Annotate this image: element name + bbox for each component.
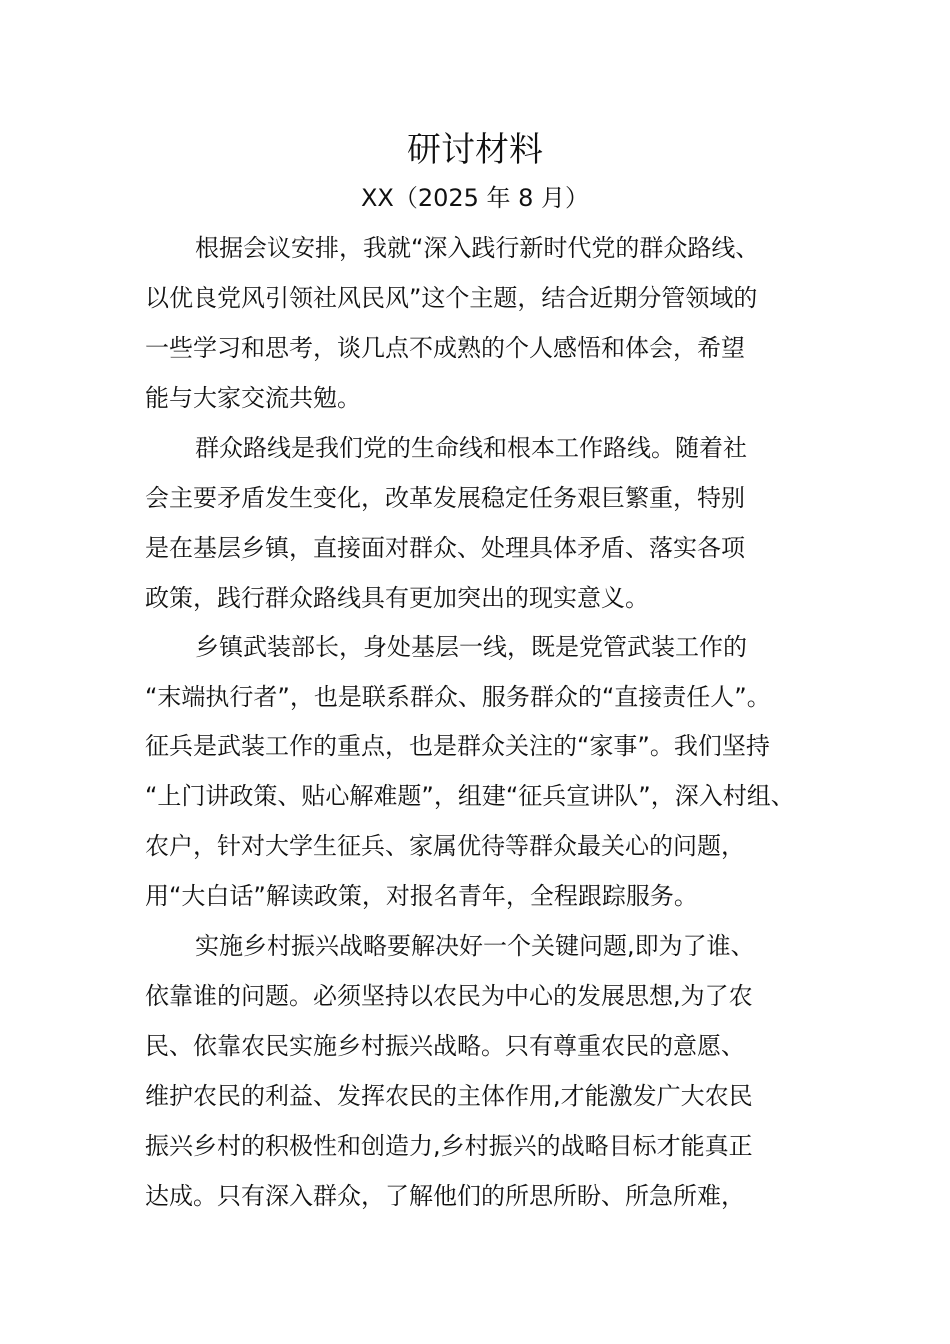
paragraph-3-line-4: “上门讲政策、贴心解难题”，组建“征兵宣讲队”，深入村组、 (145, 782, 795, 810)
document-title: 研讨材料 (407, 130, 543, 170)
paragraph-4-line-1: 实施乡村振兴战略要解决好一个关键问题,即为了谁、 (195, 932, 755, 960)
paragraph-4-line-4: 维护农民的利益、发挥农民的主体作用,才能激发广大农民 (145, 1082, 753, 1110)
paragraph-3-line-2: “末端执行者”，也是联系群众、服务群众的“直接责任人”。 (145, 683, 771, 711)
paragraph-3-line-1: 乡镇武装部长，身处基层一线，既是党管武装工作的 (195, 633, 747, 661)
paragraph-2-line-1: 群众路线是我们党的生命线和根本工作路线。随着社 (195, 434, 747, 462)
paragraph-4-line-2: 依靠谁的问题。必须坚持以农民为中心的发展思想,为了农 (145, 982, 753, 1010)
paragraph-4-line-5: 振兴乡村的积极性和创造力,乡村振兴的战略目标才能真正 (145, 1132, 753, 1160)
paragraph-4-line-3: 民、依靠农民实施乡村振兴战略。只有尊重农民的意愿、 (145, 1032, 745, 1060)
paragraph-1-line-2: 以优良党风引领社风民风”这个主题，结合近期分管领域的 (145, 284, 758, 312)
paragraph-3-line-3: 征兵是武装工作的重点，也是群众关注的“家事”。我们坚持 (145, 732, 770, 760)
paragraph-4-line-6: 达成。只有深入群众，了解他们的所思所盼、所急所难， (145, 1182, 745, 1210)
paragraph-1-line-4: 能与大家交流共勉。 (145, 384, 361, 412)
paragraph-2-line-2: 会主要矛盾发生变化，改革发展稳定任务艰巨繁重，特别 (145, 484, 745, 512)
paragraph-1-line-1: 根据会议安排，我就“深入践行新时代党的群众路线、 (195, 234, 760, 262)
paragraph-2-line-4: 政策，践行群众路线具有更加突出的现实意义。 (145, 584, 649, 612)
paragraph-2-line-3: 是在基层乡镇，直接面对群众、处理具体矛盾、落实各项 (145, 534, 745, 562)
paragraph-1-line-3: 一些学习和思考，谈几点不成熟的个人感悟和体会，希望 (145, 334, 745, 362)
document-subtitle: XX（2025 年 8 月） (360, 184, 590, 212)
paragraph-3-line-6: 用“大白话”解读政策，对报名青年，全程跟踪服务。 (145, 882, 698, 910)
paragraph-3-line-5: 农户，针对大学生征兵、家属优待等群众最关心的问题， (145, 832, 745, 860)
